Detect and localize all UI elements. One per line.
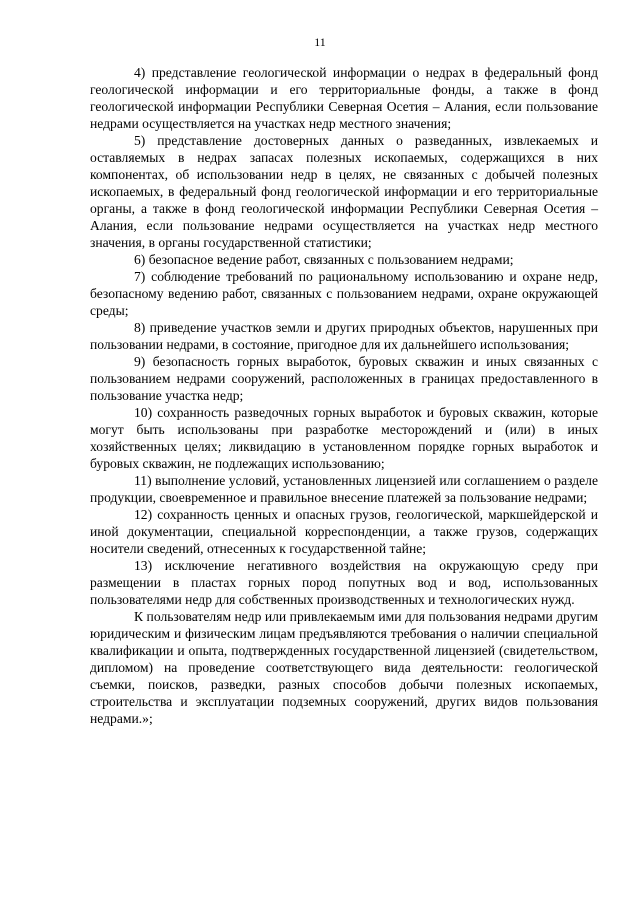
paragraph-item-7: 7) соблюдение требований по рациональному использованию и охране недр, безопасному ведению работ, связанных с пользованием недрами, охране окружающей среды; bbox=[90, 269, 598, 318]
paragraph-item-13: 13) исключение негативного воздействия на окружающую среду при размещении в пластах горных пород попутных вод и вод, использованных пользователями недр для собственных производственных и технологических нужд. bbox=[90, 558, 598, 607]
paragraph-item-9: 9) безопасность горных выработок, буровых скважин и иных связанных с пользованием недрами сооружений, расположенных в границах предоставленного в пользование участка недр; bbox=[90, 354, 598, 403]
paragraph-item-8: 8) приведение участков земли и других природных объектов, нарушенных при пользовании недрами, в состояние, пригодное для их дальнейшего использования; bbox=[90, 320, 598, 352]
document-body bbox=[90, 64, 598, 727]
paragraph-item-5: 5) представление достоверных данных о разведанных, извлекаемых и оставляемых в недрах запасах полезных ископаемых, содержащихся в них компонентах, об использовании недр в целях, не связанных с добычей полезных ископаемых, в федеральный фонд геологической информации и его территориальные органы, а также в фонд геологической информации Республики Северная Осетия – Алания, если пользование недрами осуществляется на участках недр местного значения, в органы государственной статистики; bbox=[90, 133, 598, 250]
page-number: 11 bbox=[314, 35, 326, 49]
paragraph-item-4: 4) представление геологической информации о недрах в федеральный фонд геологической информации и его территориальные фонды, а также в фонд геологической информации Республики Северная Осетия – Алания, если пользование недрами осуществляется на участках недр местного значения; bbox=[90, 65, 598, 131]
paragraph-item-10: 10) сохранность разведочных горных выработок и буровых скважин, которые могут быть использованы при разработке месторождений и (или) в иных хозяйственных целях; ликвидацию в установленном порядке горных выработок и буровых скважин, не подлежащих использованию; bbox=[90, 405, 598, 471]
paragraph-item-6: 6) безопасное ведение работ, связанных с пользованием недрами; bbox=[134, 252, 514, 267]
paragraph-item-12: 12) сохранность ценных и опасных грузов, геологической, маркшейдерской и иной документации, специальной корреспонденции, а также грузов, содержащих носители сведений, отнесенных к государственной тайне; bbox=[90, 507, 598, 556]
paragraph-requirements: К пользователям недр или привлекаемым ими для пользования недрами другим юридическим и физическим лицам предъявляются требования о наличии специальной квалификации и опыта, подтвержденных государственной лицензией (свидетельством, дипломом) на проведение соответствующего вида деятельности: геологической съемки, поисков, разведки, разных способов добычи полезных ископаемых, строительства и эксплуатации подземных сооружений, других видов пользования недрами.»; bbox=[90, 609, 598, 726]
paragraph-item-11: 11) выполнение условий, установленных лицензией или соглашением о разделе продукции, своевременное и правильное внесение платежей за пользование недрами; bbox=[90, 473, 598, 505]
